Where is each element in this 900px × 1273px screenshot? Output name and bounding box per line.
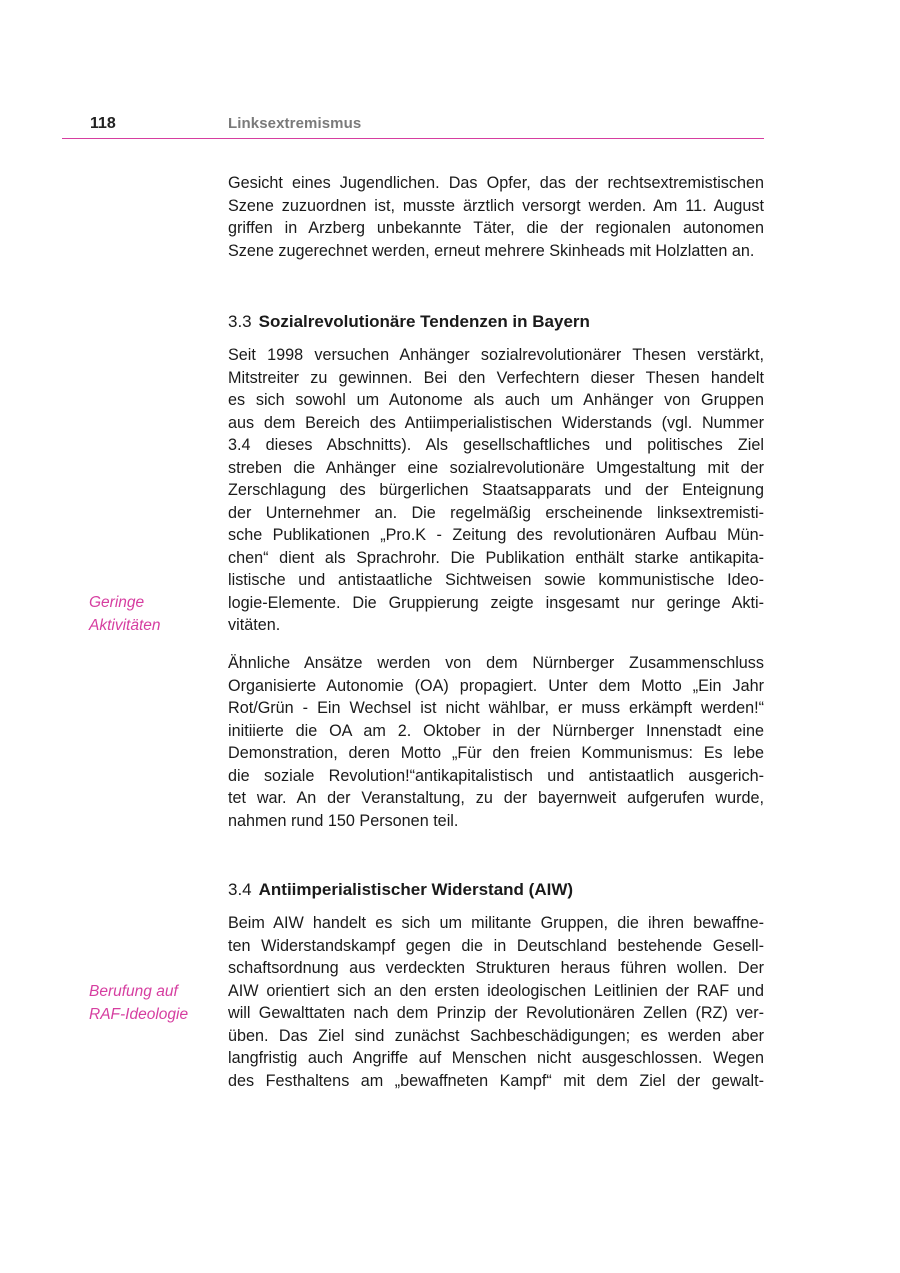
text-line: Gesicht eines Jugendlichen. Das Opfer, das der rechtsextremistischen (228, 174, 764, 192)
text-line: sche Publikationen „Pro.K - Zeitung des revolutionären Aufbau Mün- (228, 526, 764, 544)
text-line: der Unternehmer an. Die regelmäßig erscheinende linksextremisti- (228, 503, 764, 522)
text-line: tet war. An der Veranstaltung, zu der bayernweit aufgerufen wurde, (228, 789, 764, 807)
margin-note-line: Berufung auf (89, 983, 178, 1000)
page-header (62, 112, 764, 139)
text-line: die soziale Revolution!“antikapitalistisch und antistaatlich ausgerich- (228, 766, 764, 785)
margin-note-line: Geringe (89, 594, 145, 611)
text-line: vitäten. (228, 616, 281, 634)
text-line: Demonstration, deren Motto „Für den freien Kommunismus: Es lebe (228, 744, 764, 762)
text-line: ten Widerstandskampf gegen die in Deutschland bestehende Gesell- (228, 936, 764, 955)
text-line: Organisierte Autonomie (OA) propagiert. Unter dem Motto „Ein Jahr (228, 676, 764, 695)
margin-note-line: RAF-Ideologie (89, 1005, 189, 1023)
text-line: listische und antistaatliche Sichtweisen sowie kommunistische Ideo- (228, 571, 764, 589)
text-line: langfristig auch Angriffe auf Menschen nicht ausgeschlossen. Wegen (228, 1049, 764, 1067)
text-line: 3.4 dieses Abschnitts). Als gesellschaftliches und politisches Ziel (228, 436, 764, 454)
margin-note-line: Aktivitäten (89, 616, 161, 634)
text-line: es sich sowohl um Autonome als auch um Anhänger von Gruppen (228, 391, 764, 409)
text-line: Beim AIW handelt es sich um militante Gruppen, die ihren bewaffne- (228, 914, 764, 932)
text-line: Zerschlagung des bürgerlichen Staatsapparats und der Enteignung (228, 481, 764, 499)
text-line: Mitstreiter zu gewinnen. Bei den Verfechtern dieser Thesen handelt (228, 368, 764, 387)
text-line: nahmen rund 150 Personen teil. (228, 811, 459, 830)
text-line: Rot/Grün - Ein Wechsel ist nicht wählbar, er muss erkämpft werden!“ (228, 699, 764, 717)
section-heading-3-3 (228, 311, 764, 333)
text-line: logie-Elemente. Die Gruppierung zeigte insgesamt nur geringe Akti- (228, 593, 764, 612)
section-title: Sozialrevolutionäre Tendenzen in Bayern (258, 312, 590, 331)
section-heading-3-4 (228, 879, 764, 901)
margin-note-geringe-aktivitaeten (89, 592, 219, 637)
text-line: Szene zugerechnet werden, erneut mehrere Skinheads mit Holzlatten an. (228, 241, 755, 260)
text-line: AIW orientiert sich an den ersten ideologischen Leitlinien der RAF und (228, 981, 764, 1000)
text-line: will Gewalttaten nach dem Prinzip der Revolutionären Zellen (RZ) ver- (228, 1004, 764, 1022)
running-title: Linksextremismus (228, 115, 362, 132)
text-line: schaftsordnung aus verdeckten Strukturen heraus führen wollen. Der (228, 959, 764, 977)
text-line: Szene zuzuordnen ist, musste ärztlich versorgt werden. Am 11. August (228, 196, 764, 215)
page-number: 118 (90, 115, 116, 132)
section-number: 3.3 (228, 312, 252, 331)
text-line: griffen in Arzberg unbekannte Täter, die der regionalen autonomen (228, 219, 764, 237)
section-number: 3.4 (228, 880, 252, 899)
text-line: des Festhaltens am „bewaffneten Kampf“ mit dem Ziel der gewalt- (228, 1071, 764, 1090)
text-line: streben die Anhänger eine sozialrevolutionäre Umgestaltung mit der (228, 458, 764, 477)
section-3-4-paragraph-1 (228, 912, 764, 1092)
section-title: Antiimperialistischer Widerstand (AIW) (258, 880, 574, 899)
section-3-3-paragraph-2 (228, 652, 764, 832)
section-3-3-paragraph-1 (228, 344, 764, 637)
intro-paragraph (228, 172, 764, 262)
text-line: chen“ dient als Sprachrohr. Die Publikation enthält starke antikapita- (228, 548, 764, 567)
margin-note-berufung-raf (89, 981, 219, 1026)
text-line: üben. Das Ziel sind zunächst Sachbeschädigungen; es werden aber (228, 1026, 764, 1045)
text-line: Ähnliche Ansätze werden von dem Nürnberger Zusammenschluss (228, 654, 764, 672)
text-line: Seit 1998 versuchen Anhänger sozialrevolutionärer Thesen verstärkt, (228, 346, 764, 364)
text-line: aus dem Bereich des Antiimperialistischen Widerstands (vgl. Nummer (228, 413, 764, 432)
text-line: initiierte die OA am 2. Oktober in der Nürnberger Innenstadt eine (228, 721, 764, 740)
